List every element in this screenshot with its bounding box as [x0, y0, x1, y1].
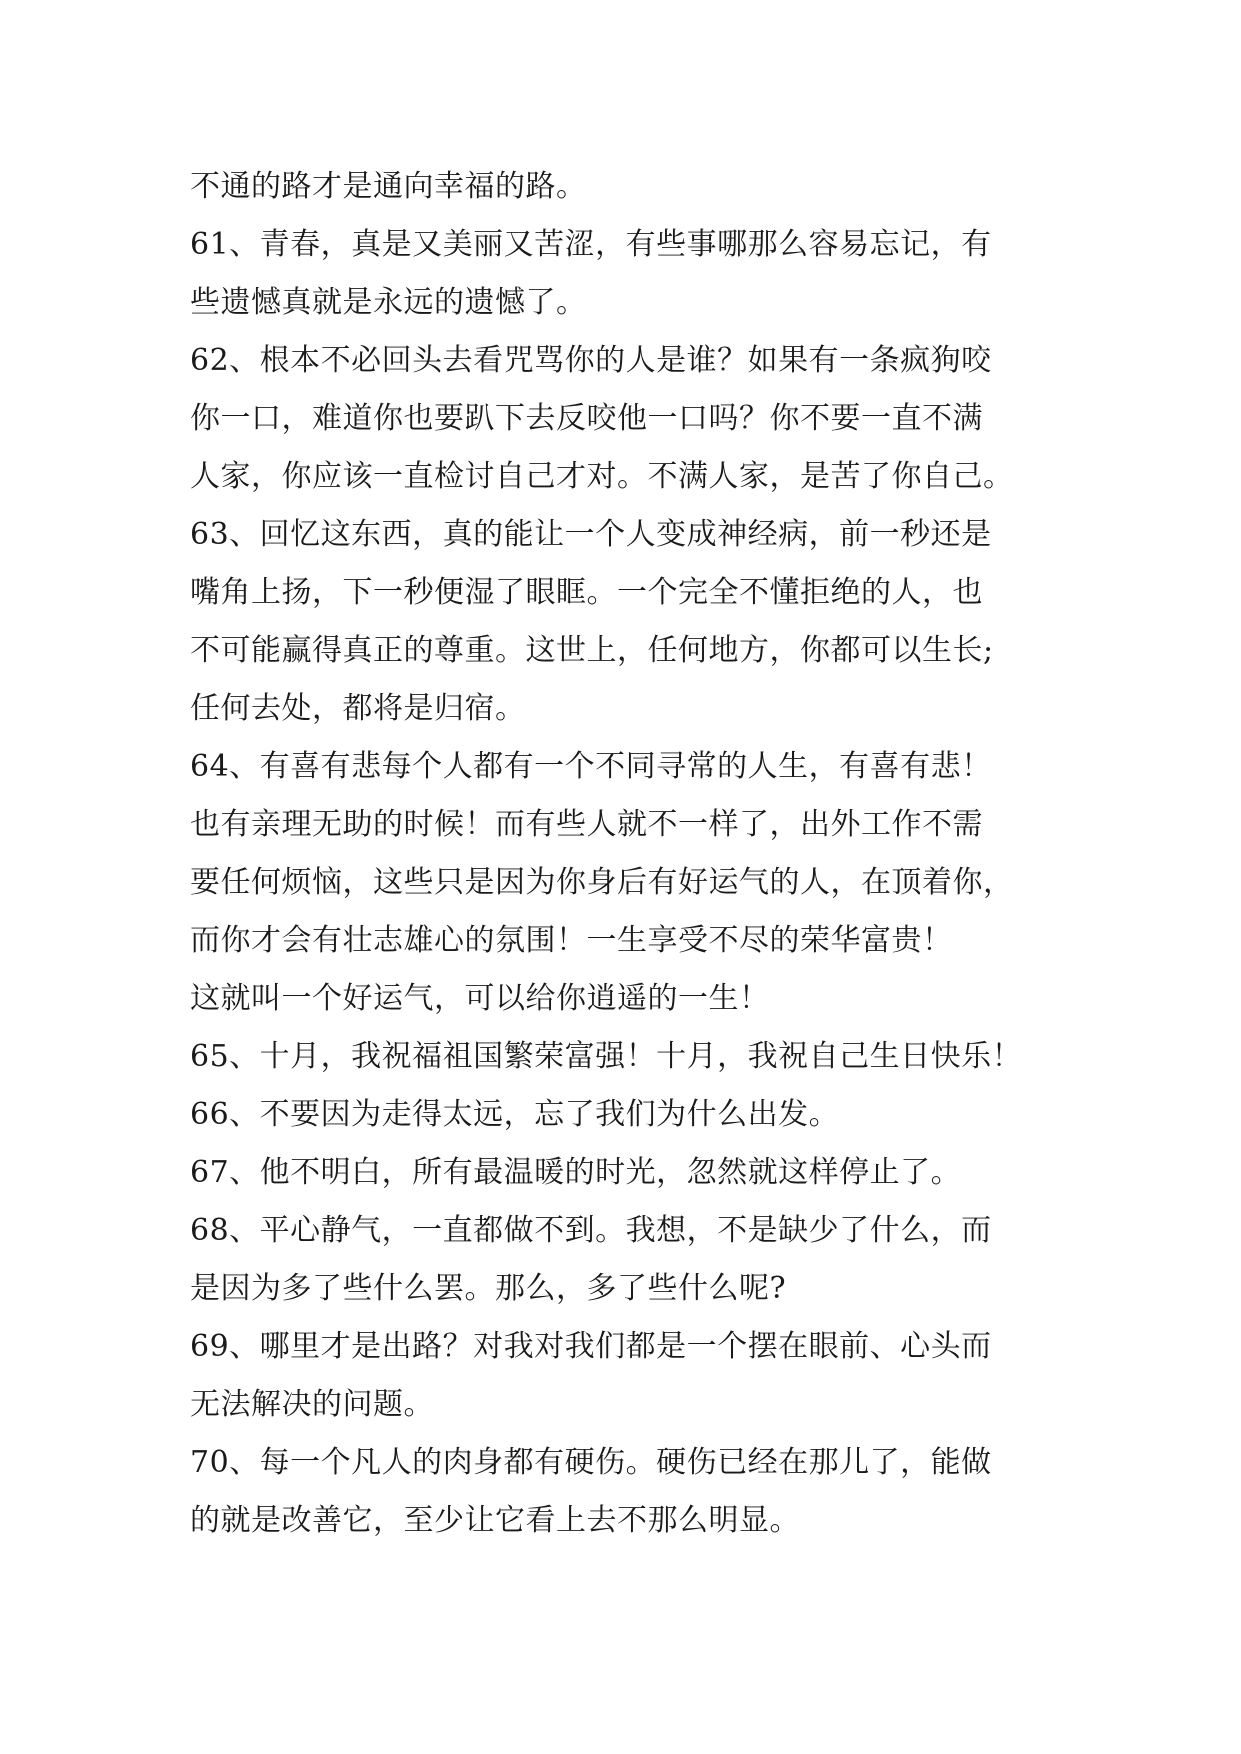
text-line: 70、每一个凡人的肉身都有硬伤。硬伤已经在那儿了，能做 [190, 1445, 992, 1480]
text-line: 不通的路才是通向幸福的路。 [190, 169, 587, 204]
text-line: 63、回忆这东西，真的能让一个人变成神经病，前一秒还是 [190, 517, 992, 552]
text-line: 也有亲理无助的时候！而有些人就不一样了，出外工作不需 [190, 807, 983, 842]
text-line: 些遗憾真就是永远的遗憾了。 [190, 285, 587, 320]
text-line: 而你才会有壮志雄心的氛围！一生享受不尽的荣华富贵！ [190, 923, 953, 958]
text-line: 69、哪里才是出路？对我对我们都是一个摆在眼前、心头而 [190, 1329, 992, 1364]
text-line: 任何去处，都将是归宿。 [190, 691, 526, 726]
text-line: 67、他不明白，所有最温暖的时光，忽然就这样停止了。 [190, 1155, 962, 1190]
text-line: 这就叫一个好运气，可以给你逍遥的一生！ [190, 981, 770, 1016]
document-body [190, 158, 1060, 1550]
text-line: 你一口，难道你也要趴下去反咬他一口吗？你不要一直不满 [190, 401, 983, 436]
text-line: 65、十月，我祝福祖国繁荣富强！十月，我祝自己生日快乐！ [190, 1039, 1023, 1074]
text-line: 不可能赢得真正的尊重。这世上，任何地方，你都可以生长; [190, 633, 994, 668]
text-line: 要任何烦恼，这些只是因为你身后有好运气的人，在顶着你， [190, 865, 1014, 900]
text-line: 61、青春，真是又美丽又苦涩，有些事哪那么容易忘记，有 [190, 227, 992, 262]
text-line: 的就是改善它，至少让它看上去不那么明显。 [190, 1503, 800, 1538]
text-line: 是因为多了些什么罢。那么，多了些什么呢? [190, 1271, 787, 1306]
text-line: 无法解决的问题。 [190, 1387, 434, 1422]
text-line: 嘴角上扬，下一秒便湿了眼眶。一个完全不懂拒绝的人，也 [190, 575, 983, 610]
text-line: 66、不要因为走得太远，忘了我们为什么出发。 [190, 1097, 840, 1132]
text-line: 68、平心静气，一直都做不到。我想，不是缺少了什么，而 [190, 1213, 992, 1248]
text-line: 64、有喜有悲每个人都有一个不同寻常的人生，有喜有悲！ [190, 749, 992, 784]
text-line: 人家，你应该一直检讨自己才对。不满人家，是苦了你自己。 [190, 459, 1014, 494]
text-line: 62、根本不必回头去看咒骂你的人是谁？如果有一条疯狗咬 [190, 343, 992, 378]
